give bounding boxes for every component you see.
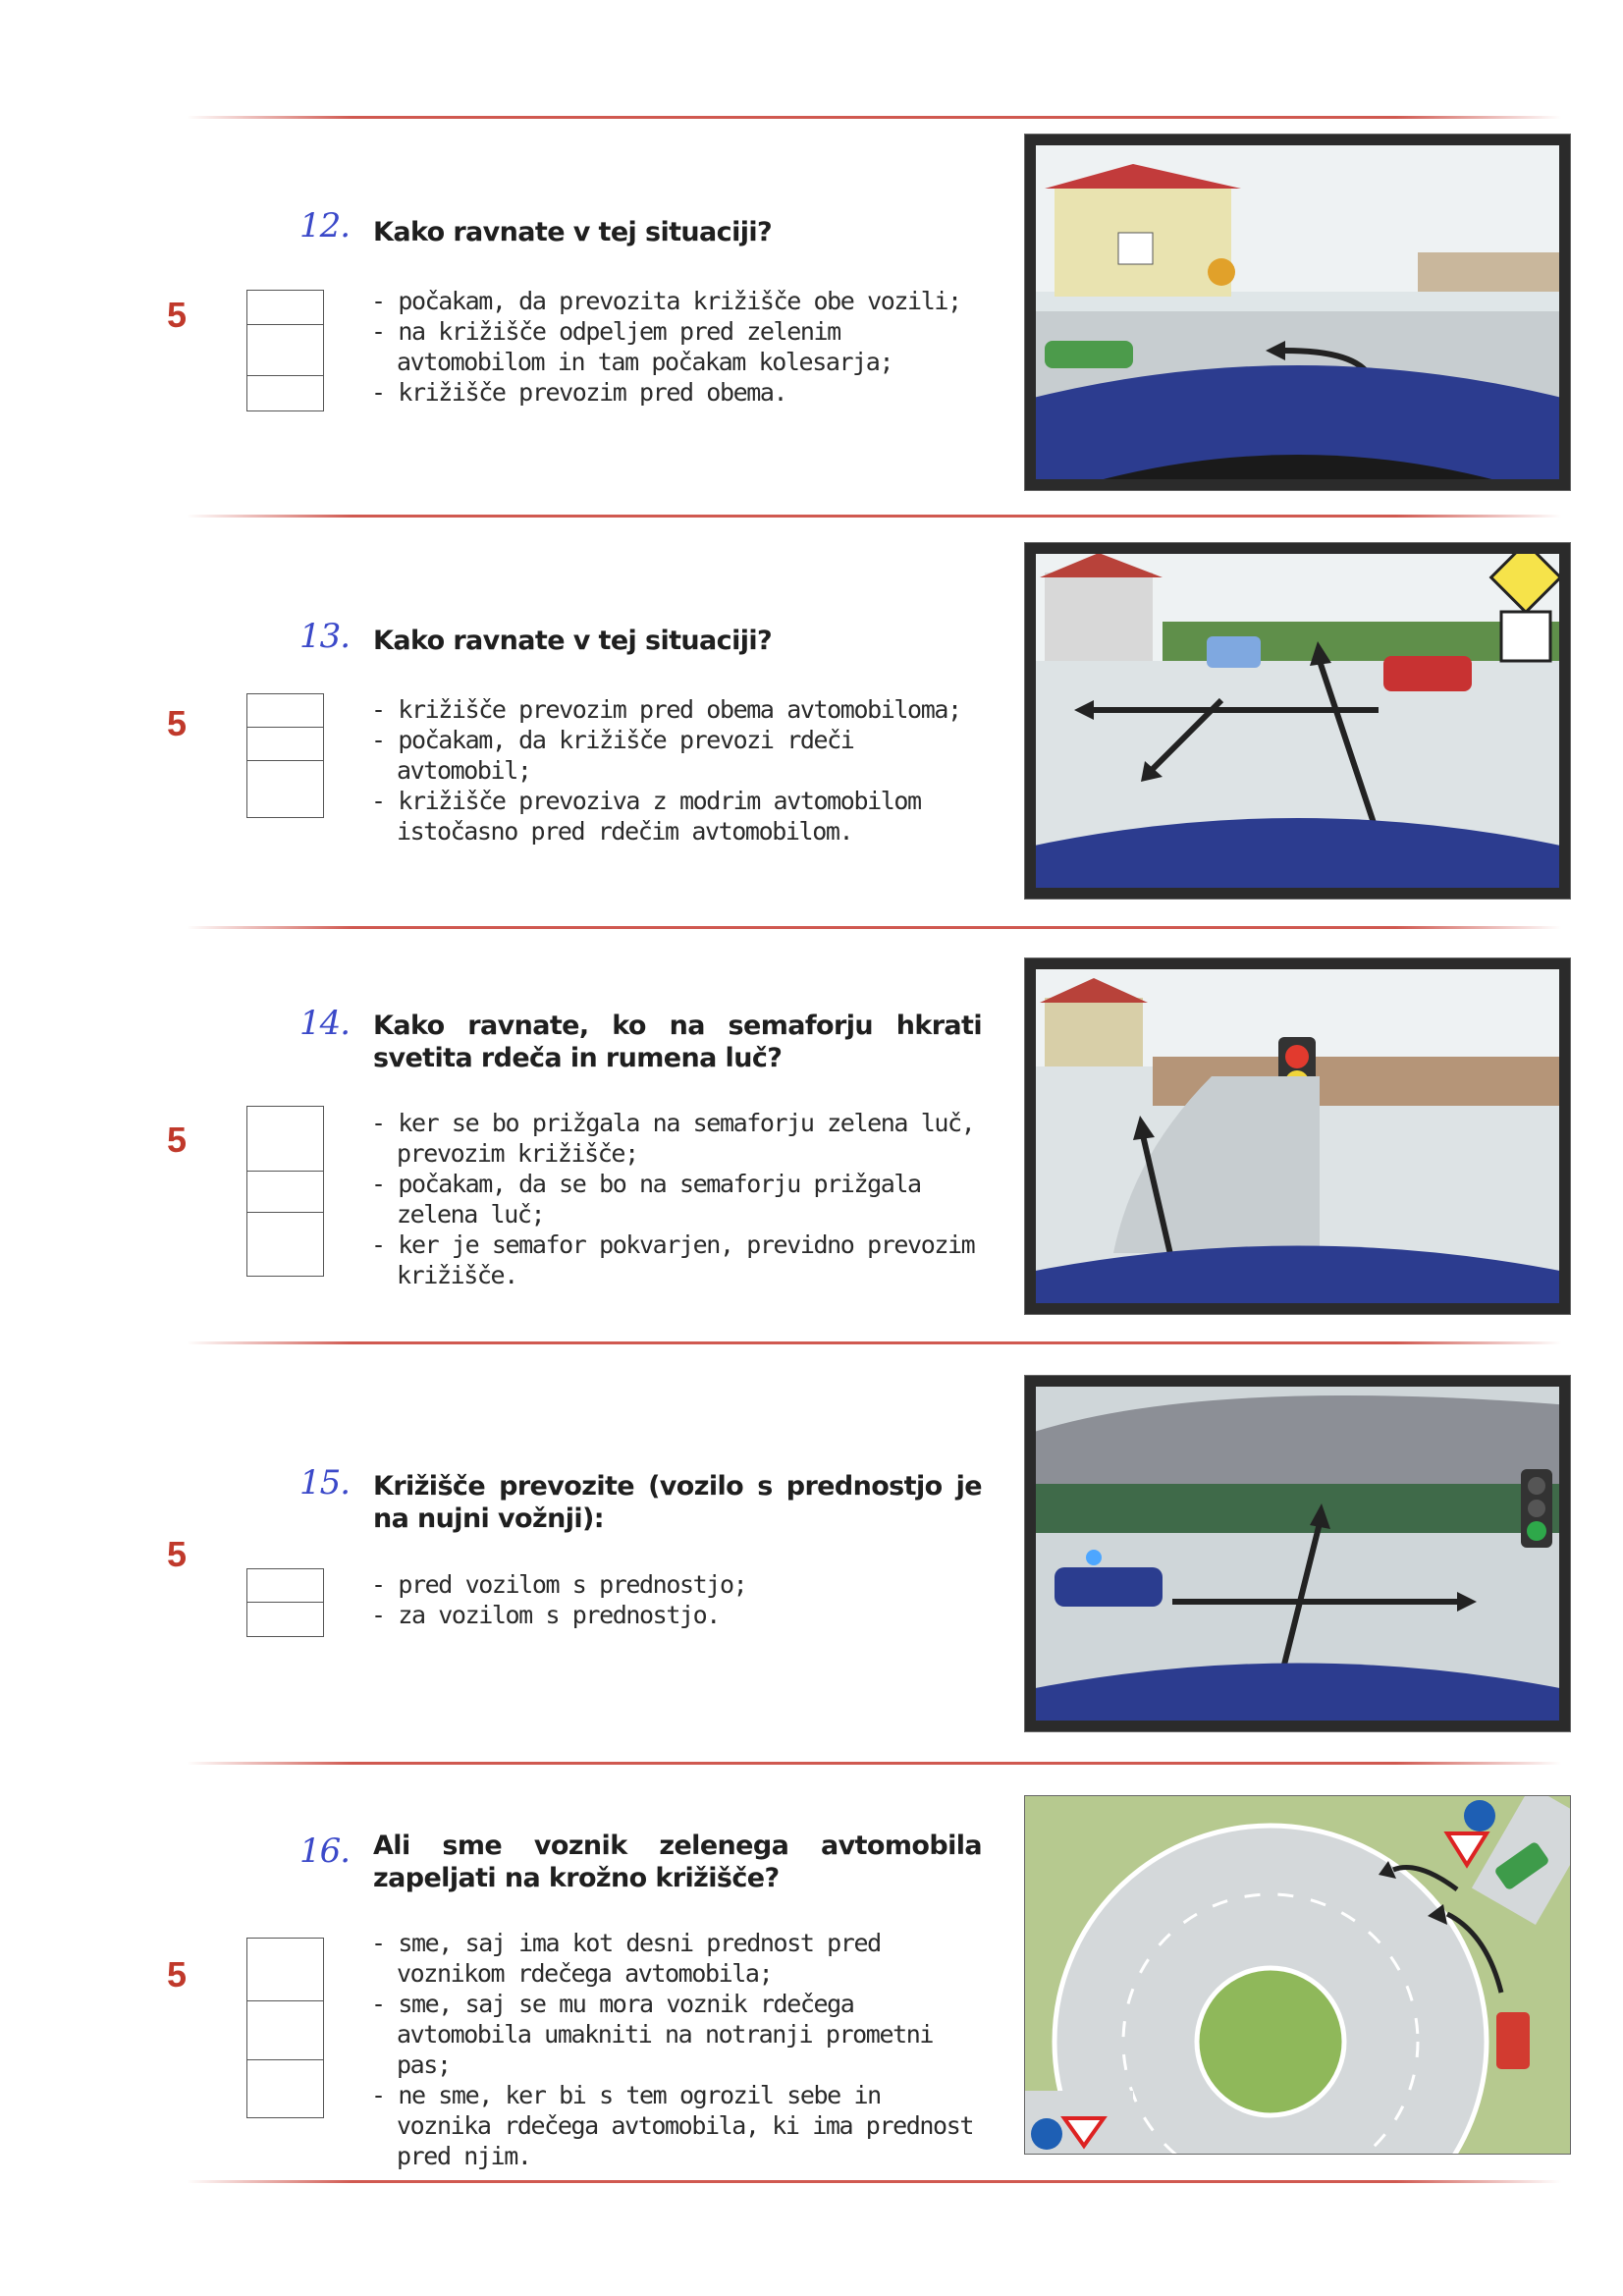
answer-checkbox[interactable] (247, 1107, 323, 1172)
answer-checkbox-group (246, 1106, 324, 1277)
answer-option: - križišče prevozim pred obema avtomobiloma; (371, 694, 985, 725)
answer-list (371, 694, 985, 847)
answer-checkbox[interactable] (247, 325, 323, 376)
traffic-light-illustration (1024, 957, 1571, 1315)
answer-list (371, 1108, 985, 1290)
question-title: Kako ravnate v tej situaciji? (373, 217, 773, 247)
separator-rule (187, 116, 1561, 119)
answer-option: - ker se bo prižgala na semaforju zelena luč, prevozim križišče; (371, 1108, 985, 1169)
answer-checkbox[interactable] (247, 1603, 323, 1636)
answer-checkbox-group (246, 1568, 324, 1637)
answer-checkbox-group (246, 290, 324, 411)
roundabout-illustration (1024, 1795, 1571, 2155)
handwritten-question-number: 13. (299, 617, 351, 656)
points-value: 5 (167, 1120, 188, 1160)
intersection-illustration (1024, 134, 1571, 491)
answer-checkbox[interactable] (247, 761, 323, 817)
answer-list (371, 286, 985, 408)
answer-option: - počakam, da križišče prevozi rdeči avtomobil; (371, 725, 985, 786)
answer-checkbox[interactable] (247, 728, 323, 761)
answer-checkbox[interactable] (247, 1172, 323, 1213)
answer-checkbox[interactable] (247, 1569, 323, 1603)
answer-option: - križišče prevozim pred obema. (371, 377, 985, 408)
answer-checkbox[interactable] (247, 1213, 323, 1276)
answer-checkbox[interactable] (247, 376, 323, 410)
answer-option: - pred vozilom s prednostjo; (371, 1569, 985, 1600)
answer-option: - križišče prevoziva z modrim avtomobilom istočasno pred rdečim avtomobilom. (371, 786, 985, 847)
answer-option: - ker je semafor pokvarjen, previdno prevozim križišče. (371, 1230, 985, 1290)
answer-list (371, 1569, 985, 1630)
handwritten-question-number: 16. (299, 1831, 351, 1871)
separator-rule (187, 1762, 1561, 1765)
points-value: 5 (167, 295, 188, 335)
answer-list (371, 1928, 985, 2171)
answer-checkbox-group (246, 693, 324, 818)
question-title: Kako ravnate v tej situaciji? (373, 626, 773, 656)
answer-option: - počakam, da se bo na semaforju prižgala zelena luč; (371, 1169, 985, 1230)
answer-option: - za vozilom s prednostjo. (371, 1600, 985, 1630)
points-value: 5 (167, 1534, 188, 1574)
answer-checkbox[interactable] (247, 694, 323, 728)
answer-option: - na križišče odpeljem pred zelenim avtomobilom in tam počakam kolesarja; (371, 316, 985, 377)
question-title: Ali sme voznik zelenega avtomobila zapeljati na krožno križišče? (373, 1831, 982, 1893)
answer-checkbox-group (246, 1938, 324, 2118)
emergency-vehicle-illustration (1024, 1375, 1571, 1732)
handwritten-question-number: 15. (299, 1463, 351, 1503)
handwritten-question-number: 14. (299, 1004, 351, 1043)
answer-checkbox[interactable] (247, 291, 323, 325)
separator-rule (187, 926, 1561, 929)
answer-option: - sme, saj ima kot desni prednost pred voznikom rdečega avtomobila; (371, 1928, 985, 1989)
answer-option: - sme, saj se mu mora voznik rdečega avtomobila umakniti na notranji prometni pas; (371, 1989, 985, 2080)
points-value: 5 (167, 1954, 188, 1995)
answer-checkbox[interactable] (247, 2060, 323, 2117)
answer-checkbox[interactable] (247, 2001, 323, 2060)
separator-rule (187, 1341, 1561, 1344)
handwritten-question-number: 12. (299, 206, 351, 246)
answer-checkbox[interactable] (247, 1939, 323, 2001)
question-title: Križišče prevozite (vozilo s prednostjo je na nujni vožnji): (373, 1471, 982, 1534)
question-title: Kako ravnate, ko na semaforju hkrati svetita rdeča in rumena luč? (373, 1011, 982, 1073)
answer-option: - ne sme, ker bi s tem ogrozil sebe in voznika rdečega avtomobila, ki ima prednost pred njim. (371, 2080, 985, 2171)
separator-rule (187, 515, 1561, 518)
answer-option: - počakam, da prevozita križišče obe vozili; (371, 286, 985, 316)
separator-rule (187, 2180, 1561, 2183)
points-value: 5 (167, 703, 188, 743)
intersection-illustration (1024, 542, 1571, 900)
